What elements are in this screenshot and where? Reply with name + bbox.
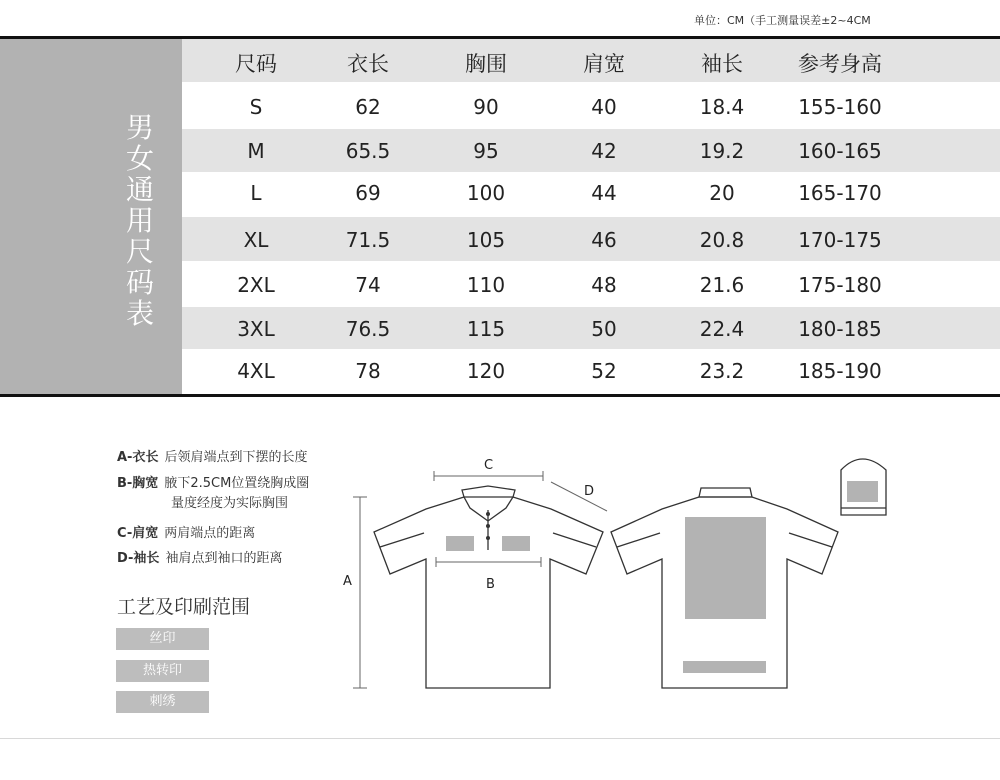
legend-c-key: C-肩宽 — [117, 526, 159, 541]
cell-length: 71.5 — [345, 228, 391, 252]
bottom-divider — [0, 738, 1000, 739]
side-title: 男女通用尺码表 — [125, 111, 154, 330]
cell-shoulder: 50 — [591, 317, 617, 341]
header-chest: 胸围 — [465, 52, 507, 76]
button-icon — [486, 512, 490, 516]
cell-sleeve: 20.8 — [699, 228, 745, 252]
measure-d-label: D — [584, 484, 595, 499]
cell-size: 3XL — [237, 317, 275, 341]
cell-height: 185-190 — [798, 359, 882, 383]
print-section-title: 工艺及印刷范围 — [117, 596, 251, 618]
back-sleeve-cuff-right — [789, 533, 832, 547]
cell-size: XL — [243, 228, 269, 252]
cell-sleeve: 19.2 — [699, 139, 745, 163]
button-icon — [486, 536, 490, 540]
measure-a-label: A — [343, 574, 352, 589]
legend-c-text: 两肩端点的距离 — [164, 526, 256, 541]
cell-sleeve: 22.4 — [699, 317, 745, 341]
header-height: 参考身高 — [798, 52, 882, 76]
cell-shoulder: 44 — [591, 181, 617, 205]
header-length: 衣长 — [347, 52, 389, 76]
legend-d-text: 袖肩点到袖口的距离 — [165, 551, 283, 566]
cell-length: 74 — [355, 273, 381, 297]
header-sleeve: 袖长 — [701, 52, 743, 76]
measure-b-label: B — [486, 577, 495, 592]
print-method-embroidery: 刺绣 — [116, 691, 209, 713]
cell-chest: 115 — [466, 317, 506, 341]
cell-shoulder: 52 — [591, 359, 617, 383]
print-area-neck-label — [847, 481, 878, 502]
cell-chest: 120 — [466, 359, 506, 383]
front-sleeve-cuff-right — [553, 533, 596, 547]
cell-chest: 105 — [466, 228, 506, 252]
print-area-left-chest — [446, 536, 474, 551]
cell-size: S — [249, 95, 263, 119]
print-area-back — [685, 517, 766, 619]
cell-sleeve: 20 — [709, 181, 735, 205]
cell-height: 160-165 — [798, 139, 882, 163]
legend-a-key: A-衣长 — [117, 450, 159, 465]
cell-shoulder: 48 — [591, 273, 617, 297]
legend-a-text: 后领肩端点到下摆的长度 — [164, 450, 308, 465]
unit-note: 单位：CM（手工测量误差±2~4CM — [694, 14, 871, 27]
cell-size: 2XL — [237, 273, 275, 297]
back-collar — [699, 488, 752, 497]
measure-d-line — [551, 482, 607, 511]
cell-length: 76.5 — [345, 317, 391, 341]
back-sleeve-cuff-left — [617, 533, 660, 547]
cell-shoulder: 40 — [591, 95, 617, 119]
cell-length: 78 — [355, 359, 381, 383]
cell-shoulder: 46 — [591, 228, 617, 252]
cell-height: 155-160 — [798, 95, 882, 119]
cell-chest: 110 — [466, 273, 506, 297]
cell-height: 180-185 — [798, 317, 882, 341]
cell-height: 165-170 — [798, 181, 882, 205]
cell-size: M — [247, 139, 265, 163]
print-area-back-hem — [683, 661, 766, 673]
header-shoulder: 肩宽 — [583, 52, 625, 76]
print-area-right-chest — [502, 536, 530, 551]
cell-chest: 100 — [466, 181, 506, 205]
button-icon — [486, 524, 490, 528]
cell-chest: 90 — [473, 95, 499, 119]
cell-chest: 95 — [473, 139, 499, 163]
front-sleeve-cuff-left — [380, 533, 424, 547]
measure-c-label: C — [484, 458, 494, 473]
cell-sleeve: 23.2 — [699, 359, 745, 383]
cell-length: 65.5 — [345, 139, 391, 163]
header-size: 尺码 — [235, 52, 277, 76]
legend-b-key: B-胸宽 — [117, 476, 159, 491]
legend-d-key: D-袖长 — [117, 551, 160, 566]
print-method-silkscreen: 丝印 — [116, 628, 209, 650]
legend-b-text: 腋下2.5CM位置绕胸成圈 — [164, 476, 310, 491]
cell-length: 62 — [355, 95, 381, 119]
cell-sleeve: 18.4 — [699, 95, 745, 119]
cell-shoulder: 42 — [591, 139, 617, 163]
cell-length: 69 — [355, 181, 381, 205]
cell-height: 175-180 — [798, 273, 882, 297]
cell-sleeve: 21.6 — [699, 273, 745, 297]
cell-size: L — [250, 181, 262, 205]
print-method-heat-transfer: 热转印 — [116, 660, 209, 682]
cell-height: 170-175 — [798, 228, 882, 252]
legend-b-text2: 量度经度为实际胸围 — [171, 496, 289, 511]
cell-size: 4XL — [237, 359, 275, 383]
